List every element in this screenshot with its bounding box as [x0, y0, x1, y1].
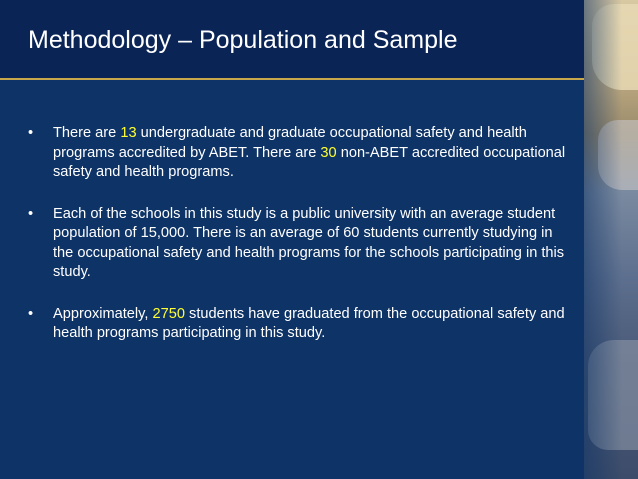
bullet-schools-population — [28, 205, 576, 283]
bullet-text: There are — [53, 125, 121, 141]
photo-strip-shade — [584, 0, 638, 479]
bullet-text: undergraduate and graduate occupational safety and health programs accredited by ABET. There are — [53, 125, 527, 161]
bullet-dot-icon: • — [28, 305, 34, 322]
bullet-text: Each of the schools in this study is a public university with an average student population of 15,000. There is an average of 60 students currently studying in the occupational safety and health programs for the schools participating in this study. — [53, 205, 565, 280]
highlight-non-abet-count: 30 — [320, 144, 337, 161]
highlight-graduate-count: 2750 — [152, 305, 185, 322]
bullet-text: Approximately, — [53, 305, 153, 322]
bullet-dot-icon: • — [28, 125, 34, 141]
highlight-abet-count: 13 — [120, 125, 137, 141]
bullet-dot-icon: • — [28, 205, 34, 222]
slide-title: Methodology – Population and Sample — [28, 26, 458, 54]
bullet-text: non-ABET accredited occupational safety and health programs. — [53, 144, 566, 180]
title-divider — [0, 78, 584, 80]
title-bar — [0, 0, 584, 78]
bullet-programs-accredited — [28, 124, 576, 183]
bullet-text: students have graduated from the occupational safety and health programs participating in this study. — [53, 305, 565, 341]
bullet-graduates — [28, 305, 576, 344]
bullet-list — [28, 124, 576, 366]
